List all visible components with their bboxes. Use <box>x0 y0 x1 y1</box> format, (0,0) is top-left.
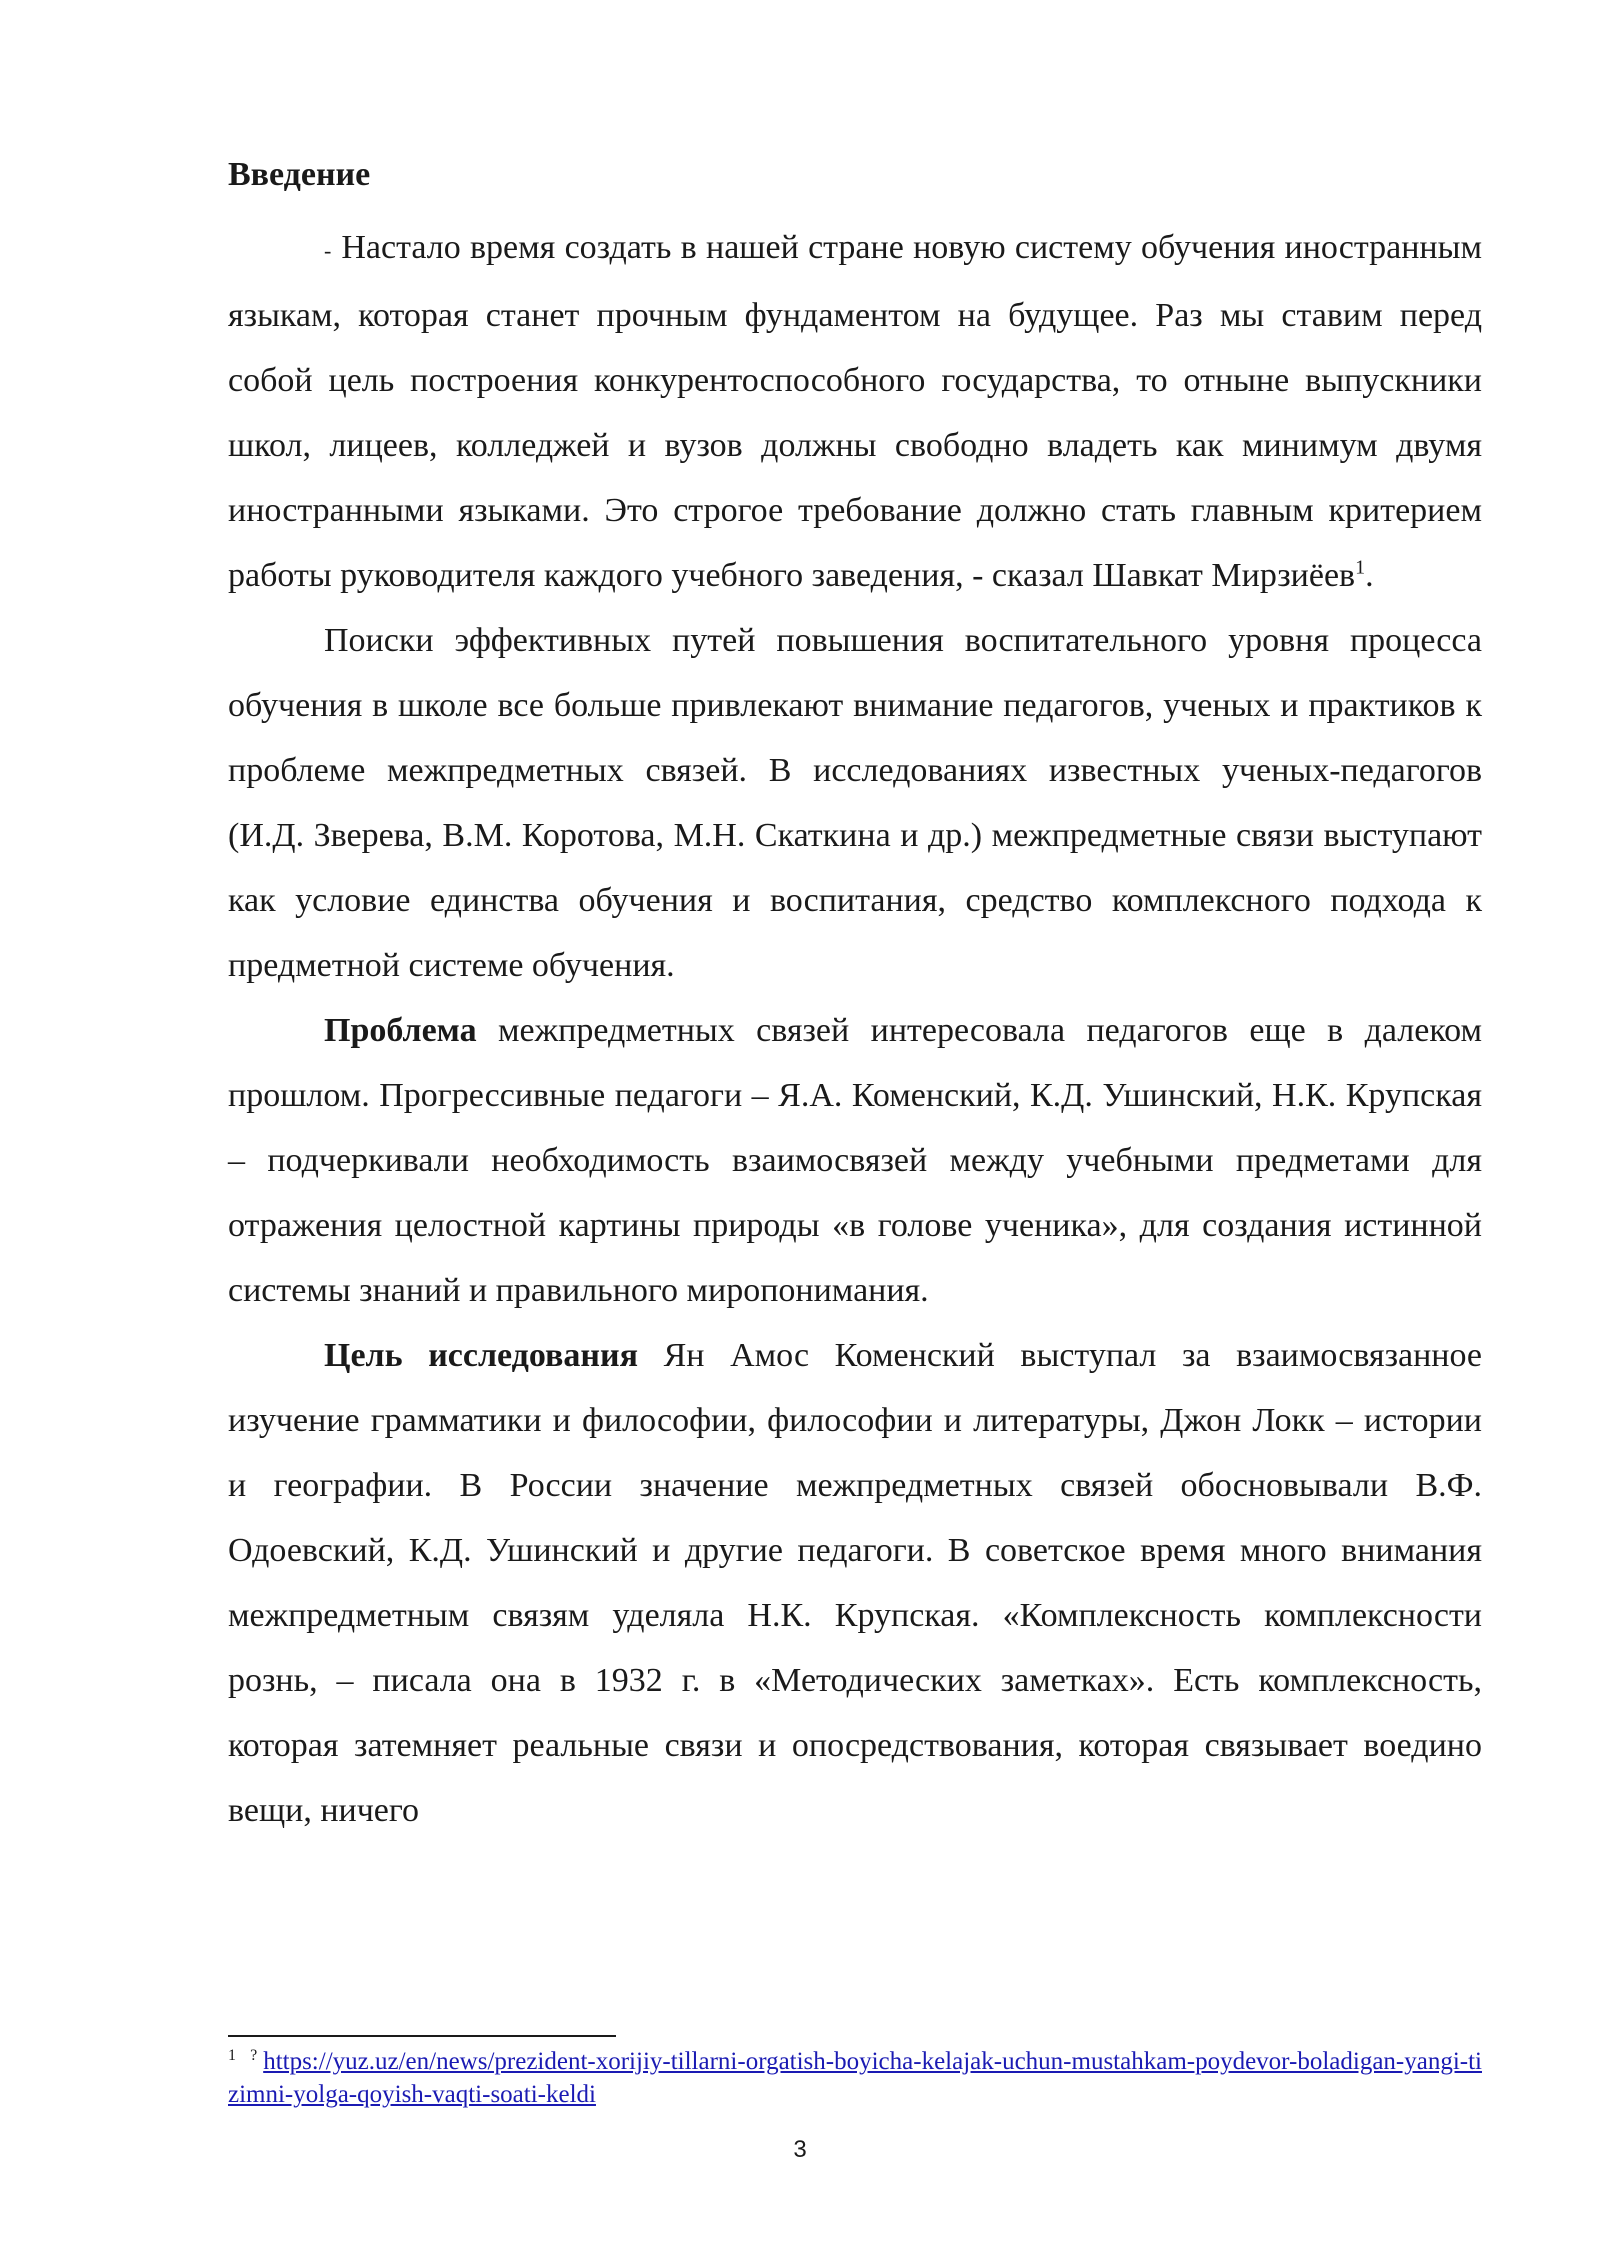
paragraph-goal <box>228 1323 1482 1843</box>
footnote <box>228 2045 1482 2111</box>
dash-mark: - <box>324 237 332 263</box>
paragraph-problem-text: межпредметных связей интересовала педагогов еще в далеком прошлом. Прогрессивные педагоги – Я.А. Коменский, К.Д. Ушинский, Н.К. Крупская – подчеркивали необходимость взаимосвязей между учебными предметами для отражения целостной картины природы «в голове ученика», для создания истинной системы знаний и правильного миропонимания. <box>228 1011 1482 1309</box>
paragraph-quote <box>228 215 1482 608</box>
paragraph-search <box>228 608 1482 998</box>
goal-label: Цель исследования <box>324 1336 638 1374</box>
page-body <box>228 150 1482 1843</box>
paragraph-search-text: Поиски эффективных путей повышения воспитательного уровня процесса обучения в школе все больше привлекают внимание педагогов, ученых и практиков к проблеме межпредметных связей. В исследованиях известных ученых-педагогов (И.Д. Зверева, В.М. Коротова, М.Н. Скаткина и др.) межпредметные связи выступают как условие единства обучения и воспитания, средство комплексного подхода к предметной системе обучения. <box>228 621 1482 984</box>
problem-label: Проблема <box>324 1011 477 1049</box>
paragraph-goal-text: Ян Амос Коменский выступал за взаимосвязанное изучение грамматики и философии, философии и литературы, Джон Локк – истории и географии. В России значение межпредметных связей обосновывали В.Ф. Одоевский, К.Д. Ушинский и другие педагоги. В советское время много внимания межпредметным связям уделяла Н.К. Крупская. «Комплексность комплексности рознь, – писала она в 1932 г. в «Методических заметках». Есть комплексность, которая затемняет реальные связи и опосредствования, которая связывает воедино вещи, ничего <box>228 1336 1482 1829</box>
page-number: 3 <box>793 2136 807 2163</box>
paragraph-quote-text: Настало время создать в нашей стране новую систему обучения иностранным языкам, которая станет прочным фундаментом на будущее. Раз мы ставим перед собой цель построения конкурентоспособного государства, то отныне выпускники школ, лицеев, колледжей и вузов должны свободно владеть как минимум двумя иностранными языками. Это строгое требование должно стать главным критерием работы руководителя каждого учебного заведения, - сказал Шавкат Мирзиёев <box>228 229 1482 594</box>
paragraph-quote-end: . <box>1365 556 1374 594</box>
paragraph-problem <box>228 998 1482 1323</box>
footnote-marker: 1 ? <box>228 2046 258 2064</box>
footnote-link[interactable]: https://yuz.uz/en/news/prezident-xorijiy-tillarni-orgatish-boyicha-kelajak-uchun-mustahkam-poydevor-boladigan-yangi-tizimni-yolga-qoyish-vaqti-soati-keldi <box>228 2048 1482 2108</box>
section-heading: Введение <box>228 156 371 193</box>
footnote-reference[interactable]: 1 <box>1355 556 1366 579</box>
footnote-separator <box>228 2035 616 2037</box>
